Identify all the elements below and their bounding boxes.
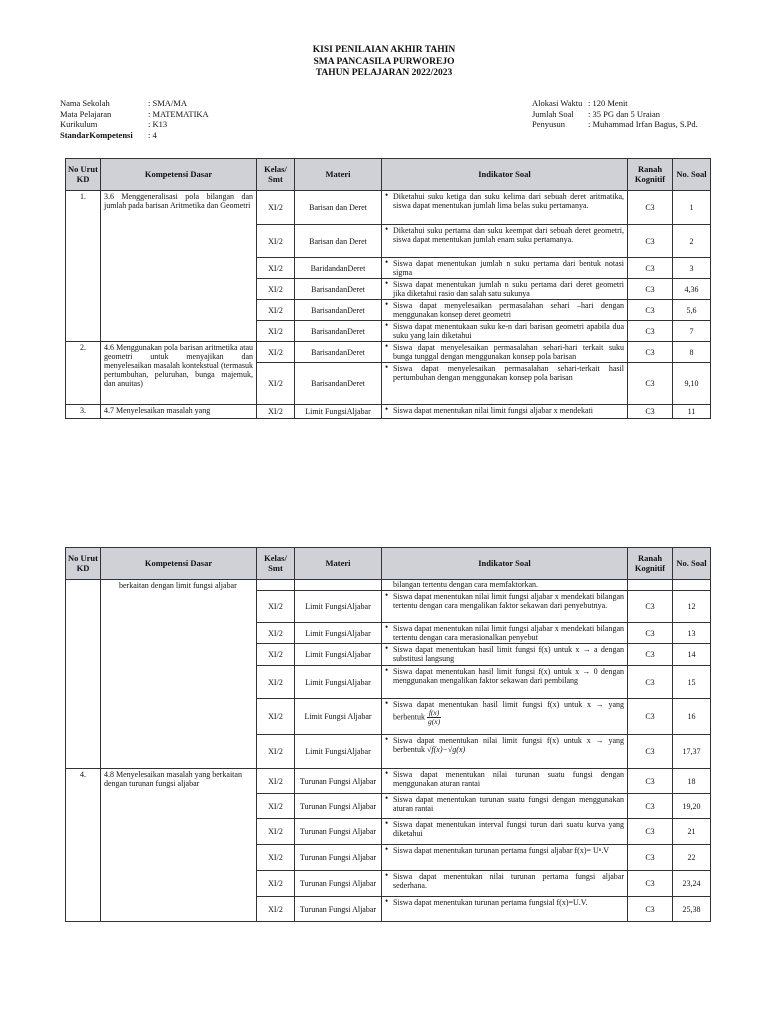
title-line-1: KISI PENILAIAN AKHIR TAHIN xyxy=(312,45,456,55)
indikator-cell: • Siswa dapat menentukan jumlah n suku pertama dari deret geometri jika diketahui rasio dan salah satu sukunya xyxy=(382,279,628,300)
ranah-cell xyxy=(628,580,673,591)
ranah-cell: C3 xyxy=(628,735,673,769)
meta-row: Mata Pelajaran : MATEMATIKA xyxy=(60,108,209,119)
materi-cell: Limit FungsiAljabar xyxy=(295,644,382,666)
kelas-cell: XI/2 xyxy=(257,191,295,225)
ranah-cell: C3 xyxy=(628,871,673,897)
kelas-cell xyxy=(257,580,295,591)
soal-cell: 25,38 xyxy=(673,897,711,922)
ranah-cell: C3 xyxy=(628,845,673,871)
col-ranah: Ranah Kognitif xyxy=(628,159,673,191)
ranah-cell: C3 xyxy=(628,191,673,225)
col-kelas: Kelas/ Smt xyxy=(257,159,295,191)
indikator-cell: bilangan tertentu dengan cara memfaktorkan. xyxy=(382,580,628,591)
materi-cell: Limit FungsiAljabar xyxy=(295,735,382,769)
kd-text: 4.8 Menyelesaikan masalah yang berkaitan dengan turunan fungsi aljabar xyxy=(101,769,257,922)
meta-right xyxy=(532,98,698,130)
indikator-cell: • Siswa dapat menentukan jumlah n suku pertama dari bentuk notasi sigma xyxy=(382,258,628,279)
indikator-cell: • Siswa dapat menentukan hasil limit fungsi f(x) untuk x → a dengan substitusi langsung xyxy=(382,644,628,666)
indikator-cell: • Siswa dapat menentukan turunan pertama fungsial f(x)=U.V. xyxy=(382,897,628,922)
kelas-cell: XI/2 xyxy=(257,666,295,699)
indikator-cell: • Siswa dapat menyelesaikan permasalahan sehari-terkait hasil pertumbuhan dengan menggunakan konsep pola barisan xyxy=(382,363,628,405)
kd-number: 4. xyxy=(66,769,101,922)
col-kd: Kompetensi Dasar xyxy=(101,159,257,191)
soal-cell xyxy=(673,580,711,591)
ranah-cell: C3 xyxy=(628,897,673,922)
kisi-table-1 xyxy=(65,158,711,419)
kelas-cell: XI/2 xyxy=(257,300,295,321)
materi-cell: Limit FungsiAljabar xyxy=(295,405,382,419)
ranah-cell: C3 xyxy=(628,644,673,666)
table-row xyxy=(66,191,711,225)
kisi-table-2 xyxy=(65,547,711,922)
indikator-cell: • Siswa dapat menentukan nilai limit fungsi aljabar x mendekati bilangan tertentu dengan cara merasionalkan penyebut xyxy=(382,623,628,644)
kelas-cell: XI/2 xyxy=(257,342,295,363)
soal-cell: 23,24 xyxy=(673,871,711,897)
ranah-cell: C3 xyxy=(628,363,673,405)
table-header-row xyxy=(66,548,711,580)
kelas-cell: XI/2 xyxy=(257,623,295,644)
soal-cell: 17,37 xyxy=(673,735,711,769)
soal-cell: 14 xyxy=(673,644,711,666)
indikator-cell: • Siswa dapat menentukan hasil limit fungsi f(x) untuk x → yang berbentuk $\frac{f(x)}{g(x)}$ xyxy=(382,699,628,735)
col-indikator: Indikator Soal xyxy=(382,548,628,580)
meta-row: StandarKompetensi : 4 xyxy=(60,129,157,140)
meta-row: Alokasi Waktu : 120 Menit xyxy=(532,98,628,108)
soal-cell: 15 xyxy=(673,666,711,699)
meta-left xyxy=(60,98,209,140)
kelas-cell: XI/2 xyxy=(257,279,295,300)
title-line-3: TAHUN PELAJARAN 2022/2023 xyxy=(315,68,453,78)
materi-cell: Turunan Fungsi Aljabar xyxy=(295,871,382,897)
table-row xyxy=(66,769,711,794)
kelas-cell: XI/2 xyxy=(257,591,295,623)
meta-row: Nama Sekolah : SMA/MA xyxy=(60,98,187,108)
soal-cell: 3 xyxy=(673,258,711,279)
kelas-cell: XI/2 xyxy=(257,321,295,342)
ranah-cell: C3 xyxy=(628,342,673,363)
kelas-cell: XI/2 xyxy=(257,794,295,819)
ranah-cell: C3 xyxy=(628,225,673,258)
kd-number: 1. xyxy=(66,191,101,342)
soal-cell: 21 xyxy=(673,819,711,845)
col-materi: Materi xyxy=(295,548,382,580)
soal-cell: 12 xyxy=(673,591,711,623)
ranah-cell: C3 xyxy=(628,794,673,819)
title-line-2: SMA PANCASILA PURWOREJO xyxy=(313,56,455,67)
materi-cell: BarisandanDeret xyxy=(295,300,382,321)
soal-cell: 16 xyxy=(673,699,711,735)
table-row xyxy=(66,580,711,591)
materi-cell: BarisandanDeret xyxy=(295,279,382,300)
materi-cell: Turunan Fungsi Aljabar xyxy=(295,819,382,845)
materi-cell: Limit FungsiAljabar xyxy=(295,623,382,644)
kelas-cell: XI/2 xyxy=(257,735,295,769)
kd-number xyxy=(66,580,101,769)
fraction-formula: $\frac{f(x)}{g(x)}$ xyxy=(428,708,441,726)
indikator-cell: • Siswa dapat menentukan nilai turunan suatu fungsi dengan menggunakan aturan rantai xyxy=(382,769,628,794)
soal-cell: 19,20 xyxy=(673,794,711,819)
soal-cell: 5,6 xyxy=(673,300,711,321)
table-header-row xyxy=(66,159,711,191)
kelas-cell: XI/2 xyxy=(257,819,295,845)
meta-row: Penyusun : Muhammad Irfan Bagus, S.Pd. xyxy=(532,119,698,129)
indikator-cell: • Diketahui suku ketiga dan suku kelima dari sebuah deret aritmatika, siswa dapat menentukan jumlah lima belas suku pertamanya. xyxy=(382,191,628,225)
ranah-cell: C3 xyxy=(628,819,673,845)
ranah-cell: C3 xyxy=(628,321,673,342)
indikator-cell: • Diketahui suku pertama dan suku keempat dari sebuah deret geometri, siswa dapat menentukan jumlah enam suku pertamanya. xyxy=(382,225,628,258)
indikator-cell: • Siswa dapat menyelesaikan permasalahan sehari –hari dengan menggunakan konsep deret geometri xyxy=(382,300,628,321)
kelas-cell: XI/2 xyxy=(257,644,295,666)
kd-number: 2. xyxy=(66,342,101,405)
indikator-cell: • Siswa dapat menentukan nilai turunan pertama fungsi aljabar sederhana. xyxy=(382,871,628,897)
kd-text: berkaitan dengan limit fungsi aljabar xyxy=(101,580,257,769)
col-soal: No. Soal xyxy=(673,159,711,191)
document-title xyxy=(0,45,768,80)
kelas-cell: XI/2 xyxy=(257,699,295,735)
indikator-cell: • Siswa dapat menyelesaikan permasalahan sehari-hari terkait suku bunga tunggal dengan menggunakan konsep pola barisan xyxy=(382,342,628,363)
col-kd: Kompetensi Dasar xyxy=(101,548,257,580)
indikator-cell: • Siswa dapat menentukan turunan pertama fungsi aljabar f(x)= Uⁿ.V xyxy=(382,845,628,871)
col-no: No Urut KD xyxy=(66,548,101,580)
col-ranah: Ranah Kognitif xyxy=(628,548,673,580)
soal-cell: 7 xyxy=(673,321,711,342)
root-formula: √f(x)−√g(x) xyxy=(427,745,466,754)
ranah-cell: C3 xyxy=(628,258,673,279)
indikator-cell: • Siswa dapat menentukan nilai limit fungsi aljabar x mendekati xyxy=(382,405,628,419)
kelas-cell: XI/2 xyxy=(257,845,295,871)
ranah-cell: C3 xyxy=(628,591,673,623)
col-materi: Materi xyxy=(295,159,382,191)
kelas-cell: XI/2 xyxy=(257,258,295,279)
ranah-cell: C3 xyxy=(628,699,673,735)
soal-cell: 2 xyxy=(673,225,711,258)
materi-cell: Turunan Fungsi Aljabar xyxy=(295,794,382,819)
meta-row: Jumlah Soal : 35 PG dan 5 Uraian xyxy=(532,108,661,119)
kelas-cell: XI/2 xyxy=(257,897,295,922)
kelas-cell: XI/2 xyxy=(257,363,295,405)
materi-cell: BaridandanDeret xyxy=(295,258,382,279)
soal-cell: 13 xyxy=(673,623,711,644)
soal-cell: 9,10 xyxy=(673,363,711,405)
ranah-cell: C3 xyxy=(628,405,673,419)
materi-cell: Limit FungsiAljabar xyxy=(295,666,382,699)
materi-cell: BarisandanDeret xyxy=(295,342,382,363)
soal-cell: 22 xyxy=(673,845,711,871)
table-row xyxy=(66,342,711,363)
indikator-cell: • Siswa dapat menentukaan suku ke-n dari barisan geometri apabila dua suku yang lain diketahui xyxy=(382,321,628,342)
materi-cell: Turunan Fungsi Aljabar xyxy=(295,769,382,794)
kd-number: 3. xyxy=(66,405,101,419)
indikator-cell: • Siswa dapat menentukan turunan suatu fungsi dengan menggunakan aturan rantai xyxy=(382,794,628,819)
materi-cell xyxy=(295,580,382,591)
ranah-cell: C3 xyxy=(628,623,673,644)
col-soal: No. Soal xyxy=(673,548,711,580)
kelas-cell: XI/2 xyxy=(257,871,295,897)
kd-text: 4.6 Menggunakan pola barisan aritmetika atau geometri untuk menyajikan dan menyelesaikan masalah kontekstual (termasuk pertumbuhan, peluruhan, bunga majemuk, dan anuitas) xyxy=(101,342,257,405)
materi-cell: Barisan dan Deret xyxy=(295,191,382,225)
ranah-cell: C3 xyxy=(628,300,673,321)
ranah-cell: C3 xyxy=(628,666,673,699)
kelas-cell: XI/2 xyxy=(257,405,295,419)
indikator-cell: • Siswa dapat menentukan nilai limit fungsi f(x) untuk x → yang berbentuk √f(x)−√g(x) xyxy=(382,735,628,769)
materi-cell: Turunan Fungsi Aljabar xyxy=(295,845,382,871)
kelas-cell: XI/2 xyxy=(257,225,295,258)
indikator-cell: • Siswa dapat menentukan hasil limit fungsi f(x) untuk x → 0 dengan menggunakan mengalikan faktor sekawan dari pembilang xyxy=(382,666,628,699)
materi-cell: Limit Fungsi Aljabar xyxy=(295,699,382,735)
soal-cell: 1 xyxy=(673,191,711,225)
meta-row: Kurikulum : K13 xyxy=(60,119,168,129)
soal-cell: 18 xyxy=(673,769,711,794)
materi-cell: BarisandanDeret xyxy=(295,363,382,405)
col-no: No Urut KD xyxy=(66,159,101,191)
table-row xyxy=(66,405,711,419)
materi-cell: Barisan dan Deret xyxy=(295,225,382,258)
soal-cell: 4,36 xyxy=(673,279,711,300)
indikator-cell: • Siswa dapat menentukan nilai limit fungsi aljabar x mendekati bilangan tertentu dengan cara mengalikan faktor sekawan dari penyebutnya. xyxy=(382,591,628,623)
materi-cell: BarisandanDeret xyxy=(295,321,382,342)
kd-text: 3.6 Menggeneralisasi pola bilangan dan jumlah pada barisan Aritmetika dan Geometri xyxy=(101,191,257,342)
indikator-cell: • Siswa dapat menentukan interval fungsi turun dari suatu kurva yang diketahui xyxy=(382,819,628,845)
col-indikator: Indikator Soal xyxy=(382,159,628,191)
col-kelas: Kelas/ Smt xyxy=(257,548,295,580)
materi-cell: Limit FungsiAljabar xyxy=(295,591,382,623)
ranah-cell: C3 xyxy=(628,279,673,300)
soal-cell: 11 xyxy=(673,405,711,419)
materi-cell: Turunan Fungsi Aljabar xyxy=(295,897,382,922)
ranah-cell: C3 xyxy=(628,769,673,794)
kd-text: 4.7 Menyelesaikan masalah yang xyxy=(101,405,257,419)
soal-cell: 8 xyxy=(673,342,711,363)
kelas-cell: XI/2 xyxy=(257,769,295,794)
